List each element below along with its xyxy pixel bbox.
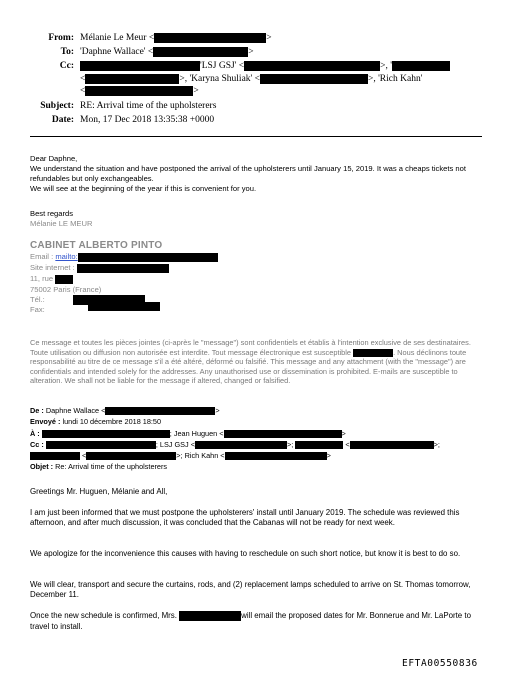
cc-text: >, 'Rich Kahn' [367,74,423,85]
redaction-box [80,61,200,71]
redaction-box [85,86,193,96]
fwd-to-end: > [341,429,346,438]
fwd-from-value: Daphne Wallace < [45,406,106,415]
fwd-from [30,406,220,415]
fwd-cc-text: < [82,451,87,460]
redaction-box [88,302,160,311]
document-id: EFTA00550836 [402,658,478,669]
subject-value: RE: Arrival time of the upholsterers [80,101,217,111]
fwd-to-value: ; Jean Huguen < [169,429,224,438]
orig-greeting: Greetings Mr. Huguen, Mélanie and All, [30,487,168,496]
fwd-sent-label: Envoyé : [30,417,61,426]
fwd-sent-value: lundi 10 décembre 2018 18:50 [62,417,162,426]
company-name: CABINET ALBERTO PINTO [30,240,163,251]
date-label: Date: [51,115,74,125]
header-divider [30,136,482,137]
fwd-cc-line-2 [30,451,331,460]
date-value: Mon, 17 Dec 2018 13:35:38 +0000 [80,115,215,125]
orig-paragraph-1: I am just been informed that we must postpone the upholsterers' install until January 2019. The schedule was reviewed this afternoon, and after much discussion, it was concluded that the Cabanas will not be ready for next week. [30,508,460,528]
disclaimer-text-a: Ce message et toutes les pièces jointes (ci-après le "message") sont confidentiels et établis à l'intention exclusive de ses destinataires. Toute utilisation ou diffusion non autorisée est interdite. Tout message électronique est susceptible [30,338,471,357]
fwd-cc-label: Cc : [30,440,44,449]
fwd-cc-text: ; LSJ GSJ < [155,440,195,449]
cc-text: < [80,86,86,97]
redaction-box [105,407,215,415]
redaction-box [153,47,248,57]
redaction-box [353,349,393,357]
redaction-box [86,452,176,460]
cc-text: < [80,74,86,85]
from-end: > [266,33,272,44]
from-name: Mélanie Le Meur < [80,33,155,44]
orig-paragraph-2: We apologize for the inconvenience this causes with having to reschedule on such short notice, but know it is best to do so. [30,549,461,558]
redaction-box [179,611,241,621]
to-value [80,47,254,57]
from-label: From: [48,33,74,43]
reply-greeting: Dear Daphne, [30,154,78,163]
cc-line-2 [80,74,422,84]
reply-sender: Mélanie LE MEUR [30,219,93,228]
sig-street [30,274,73,284]
reply-paragraph-2: We will see at the beginning of the year if this is convenient for you. [30,184,257,193]
redaction-box [392,61,450,71]
fwd-to-label: À : [30,429,40,438]
to-name: 'Daphne Wallace' < [80,47,154,58]
fwd-cc-text: >; [286,440,294,449]
subject-label: Subject: [40,101,74,111]
disclaimer [30,338,485,386]
redaction-box [78,253,218,262]
cc-text: >, ' [380,61,392,72]
cc-text: >, 'Karyna Shuliak' < [179,74,260,85]
email-label: Email : [30,252,54,261]
fwd-subject-label: Objet : [30,462,54,471]
site-label: Site internet : [30,263,75,272]
orig-p4-text-b: will email the proposed dates for Mr. Bonnerue and Mr. LaPorte to travel to install. [30,611,471,631]
sig-site [30,263,169,273]
redaction-box [46,441,156,449]
fwd-sent [30,417,161,426]
redaction-box [224,430,342,438]
tel-label: Tél.: [30,295,45,304]
fwd-cc-text: >; [433,440,440,449]
fwd-cc-line-1 [30,440,440,449]
disclaimer-text-b: . Nous déclinons toute responsabilité au titre de ce message s'il a été altéré, déformé ou falsifié. This message and any attachment (with the "message") are confidentials and intended solely for the addresses. Any unauthorised use or dissemination is prohibited. E-mails are susceptible to alteration. We shall not be liable for the message if altered, changed or falsified. [30,347,467,386]
to-end: > [248,47,254,58]
cc-label: Cc: [59,61,74,71]
redaction-box [42,430,170,438]
fwd-to [30,429,346,438]
reply-closing: Best regards [30,209,74,218]
redaction-box [195,441,287,449]
fwd-cc-text: >; Rich Kahn < [176,451,225,460]
cc-text: > [193,86,199,97]
redaction-box [244,61,380,71]
cc-text: 'LSJ GSJ' < [200,61,245,72]
redaction-box [260,74,368,84]
fwd-cc-text: > [326,451,331,460]
fwd-subject-value: Re: Arrival time of the upholsterers [55,462,168,471]
sig-city: 75002 Paris (France) [30,285,102,294]
redaction-box [55,275,73,284]
cc-line-3 [80,86,199,96]
street-text: 11, rue [30,274,54,283]
orig-paragraph-4 [30,611,490,632]
redaction-box [350,441,434,449]
sig-fax [30,305,45,314]
fwd-from-end: > [215,406,220,415]
orig-p4-text-a: Once the new schedule is confirmed, Mrs. [30,611,177,621]
from-value [80,33,272,43]
to-label: To: [60,47,74,57]
email-link[interactable]: mailto: [55,252,78,261]
redaction-box [295,441,343,449]
redaction-box [30,452,80,460]
fwd-cc-text: < [345,440,350,449]
redaction-box [77,264,169,273]
fwd-from-label: De : [30,406,44,415]
fwd-subject [30,462,167,471]
redaction-box [225,452,327,460]
redaction-box [85,74,179,84]
sig-email [30,252,218,262]
cc-line-1 [80,61,450,71]
redaction-box [154,33,266,43]
reply-paragraph-1: We understand the situation and have postponed the arrival of the upholsterers until January 15, 2019. It was a cheaps tickets not refundables but only exchangeables. [30,164,466,184]
fax-label: Fax: [30,305,45,314]
orig-paragraph-3: We will clear, transport and secure the curtains, rods, and (2) replacement lamps scheduled to arrive on St. Thomas tomorrow, December 11. [30,580,471,600]
